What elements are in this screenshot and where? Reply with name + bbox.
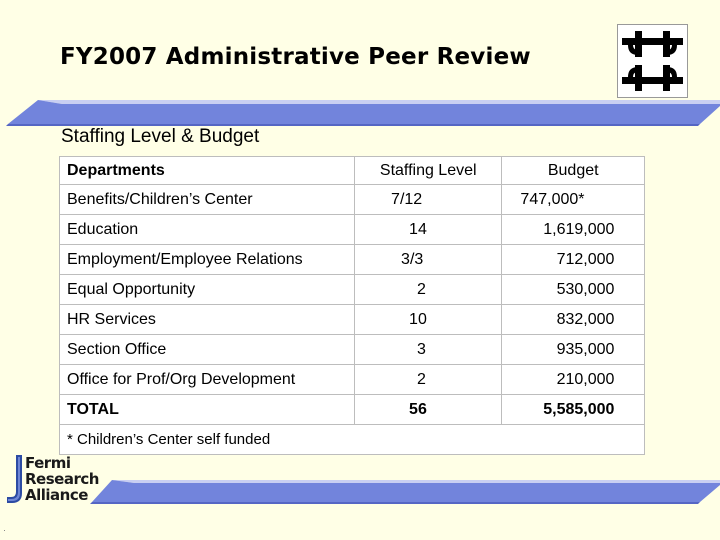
total-label: TOTAL	[60, 395, 355, 425]
staffing-cell: 10	[409, 310, 427, 328]
table-row	[60, 215, 645, 245]
budget-cell: 712,000	[556, 250, 615, 268]
department-cell: Equal Opportunity	[60, 275, 355, 305]
staffing-cell: 14	[409, 220, 427, 238]
budget-cell: 935,000	[556, 340, 615, 358]
staffing-cell: 3/3	[401, 250, 424, 268]
department-cell: HR Services	[60, 305, 355, 335]
table-row	[60, 305, 645, 335]
total-budget: 5,585,000	[543, 400, 615, 418]
column-header-departments: Departments	[60, 157, 355, 185]
footnote-row	[60, 425, 645, 455]
staffing-cell: 3	[417, 340, 426, 358]
fra-line1: Fermi	[25, 454, 71, 472]
top-decorative-band	[0, 100, 720, 126]
table-row-total	[60, 395, 645, 425]
budget-cell: 747,000*	[520, 190, 585, 208]
staffing-cell: 2	[417, 370, 426, 388]
budget-cell: 210,000	[556, 370, 615, 388]
staffing-budget-table	[59, 156, 645, 455]
total-staffing: 56	[409, 400, 427, 418]
stray-dot	[4, 530, 5, 531]
table-header-row	[60, 157, 645, 185]
table-row	[60, 335, 645, 365]
fra-line2: Research	[25, 470, 99, 488]
staffing-cell: 2	[417, 280, 426, 298]
table-row	[60, 185, 645, 215]
fra-line3: Alliance	[25, 486, 88, 504]
section-subtitle: Staffing Level & Budget	[61, 126, 260, 147]
table-row	[60, 245, 645, 275]
footnote: * Children’s Center self funded	[60, 425, 645, 455]
column-header-staffing: Staffing Level	[355, 157, 502, 185]
fermilab-logo	[617, 24, 688, 98]
budget-cell: 530,000	[556, 280, 615, 298]
bottom-decorative-band	[0, 480, 720, 504]
budget-cell: 1,619,000	[543, 220, 615, 238]
table-row	[60, 275, 645, 305]
department-cell: Employment/Employee Relations	[60, 245, 355, 275]
department-cell: Benefits/Children’s Center	[60, 185, 355, 215]
fra-j-icon	[7, 455, 23, 503]
department-cell: Education	[60, 215, 355, 245]
fermi-research-alliance-logo	[7, 455, 99, 503]
table-row	[60, 365, 645, 395]
budget-cell: 832,000	[556, 310, 615, 328]
slide-title: FY2007 Administrative Peer Review	[60, 44, 531, 70]
department-cell: Section Office	[60, 335, 355, 365]
department-cell: Office for Prof/Org Development	[60, 365, 355, 395]
staffing-cell: 7/12	[391, 190, 423, 208]
column-header-budget: Budget	[502, 157, 645, 185]
